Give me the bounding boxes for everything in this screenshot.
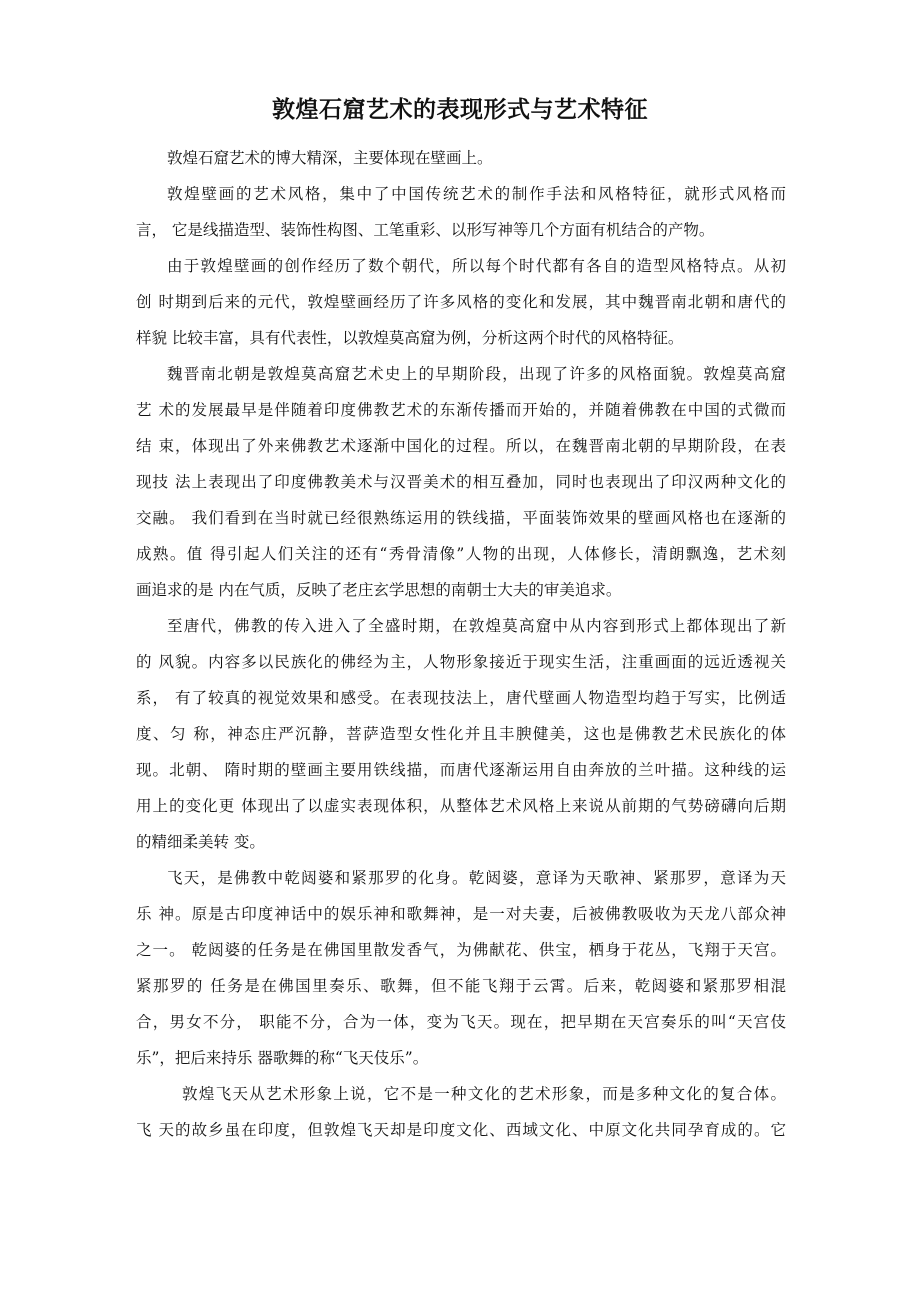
text-line: 结 束，体现出了外来佛教艺术逐渐中国化的过程。所以，在魏晋南北朝的早期阶段，在表 xyxy=(136,437,786,455)
document-body xyxy=(136,140,786,1148)
text-line: 敦煌壁画的艺术风格，集中了中国传统艺术的制作手法和风格特征，就形式风格而 xyxy=(167,185,786,203)
text-line: 成熟。值 得引起人们关注的还有“秀骨清像”人物的出现，人体修长，清朗飘逸，艺术刻 xyxy=(136,545,786,563)
text-line: 飞 天的故乡虽在印度，但敦煌飞天却是印度文化、西域文化、中原文化共同孕育成的。它 xyxy=(136,1121,786,1139)
text-line: 的 风貌。内容多以民族化的佛经为主，人物形象接近于现实生活，注重画面的远近透视关 xyxy=(136,653,786,671)
paragraph-feitian xyxy=(136,860,786,1076)
text-line: 交融。 我们看到在当时就已经很熟练运用的铁线描，平面装饰效果的壁画风格也在逐渐的 xyxy=(136,509,786,527)
text-line: 画追求的是 内在气质，反映了老庄玄学思想的南朝士大夫的审美追求。 xyxy=(136,581,622,599)
text-line: 紧那罗的 任务是在佛国里奏乐、歌舞，但不能飞翔于云霄。后来，乾闼婆和紧那罗相混 xyxy=(136,977,786,995)
text-line: 创 时期到后来的元代，敦煌壁画经历了许多风格的变化和发展，其中魏晋南北朝和唐代的 xyxy=(136,293,786,311)
document-title: 敦煌石窟艺术的表现形式与艺术特征 xyxy=(272,96,648,123)
text-line: 之一。 乾闼婆的任务是在佛国里散发香气，为佛献花、供宝，栖身于花丛，飞翔于天宫。 xyxy=(136,941,786,959)
paragraph-wei-jin xyxy=(136,356,786,608)
paragraph-tang xyxy=(136,608,786,860)
text-line: 乐”，把后来持乐 器歌舞的称“飞天伎乐”。 xyxy=(136,1049,429,1067)
text-line: 敦煌石窟艺术的博大精深，主要体现在壁画上。 xyxy=(167,149,493,167)
text-line: 艺 术的发展最早是伴随着印度佛教艺术的东渐传播而开始的，并随着佛教在中国的式微而 xyxy=(136,401,786,419)
text-line: 至唐代，佛教的传入进入了全盛时期，在敦煌莫高窟中从内容到形式上都体现出了新 xyxy=(167,617,786,635)
text-line: 敦煌飞天从艺术形象上说，它不是一种文化的艺术形象，而是多种文化的复合体。 xyxy=(182,1085,786,1103)
text-line: 现。北朝、 隋时期的壁画主要用铁线描，而唐代逐渐运用自由奔放的兰叶描。这种线的运 xyxy=(136,761,786,779)
paragraph-intro xyxy=(136,140,786,176)
text-line: 样貌 比较丰富，具有代表性，以敦煌莫高窟为例，分析这两个时代的风格特征。 xyxy=(136,329,684,347)
text-line: 言， 它是线描造型、装饰性构图、工笔重彩、以形写神等几个方面有机结合的产物。 xyxy=(136,221,715,239)
text-line: 乐 神。原是古印度神话中的娱乐神和歌舞神，是一对夫妻，后被佛教吸收为天龙八部众神 xyxy=(136,905,786,923)
text-line: 系， 有了较真的视觉效果和感受。在表现技法上，唐代壁画人物造型均趋于写实，比例适 xyxy=(136,689,786,707)
paragraph-feitian-culture xyxy=(136,1076,786,1148)
text-line: 的精细柔美转 变。 xyxy=(136,833,265,851)
text-line: 现技 法上表现出了印度佛教美术与汉晋美术的相互叠加，同时也表现出了印汉两种文化的 xyxy=(136,473,786,491)
text-line: 飞天，是佛教中乾闼婆和紧那罗的化身。乾闼婆，意译为天歌神、紧那罗，意译为天 xyxy=(167,869,786,887)
text-line: 度、匀 称，神态庄严沉静，菩萨造型女性化并且丰腴健美，这也是佛教艺术民族化的体 xyxy=(136,725,786,743)
paragraph-style-overview xyxy=(136,176,786,248)
text-line: 由于敦煌壁画的创作经历了数个朝代，所以每个时代都有各自的造型风格特点。从初 xyxy=(167,257,786,275)
text-line: 魏晋南北朝是敦煌莫高窟艺术史上的早期阶段，出现了许多的风格面貌。敦煌莫高窟 xyxy=(167,365,786,383)
text-line: 合，男女不分， 职能不分，合为一体，变为飞天。现在，把早期在天宫奏乐的叫“天宫伎 xyxy=(136,1013,786,1031)
paragraph-dynasties xyxy=(136,248,786,356)
text-line: 用上的变化更 体现出了以虚实表现体积，从整体艺术风格上来说从前期的气势磅礴向后期 xyxy=(136,797,786,815)
